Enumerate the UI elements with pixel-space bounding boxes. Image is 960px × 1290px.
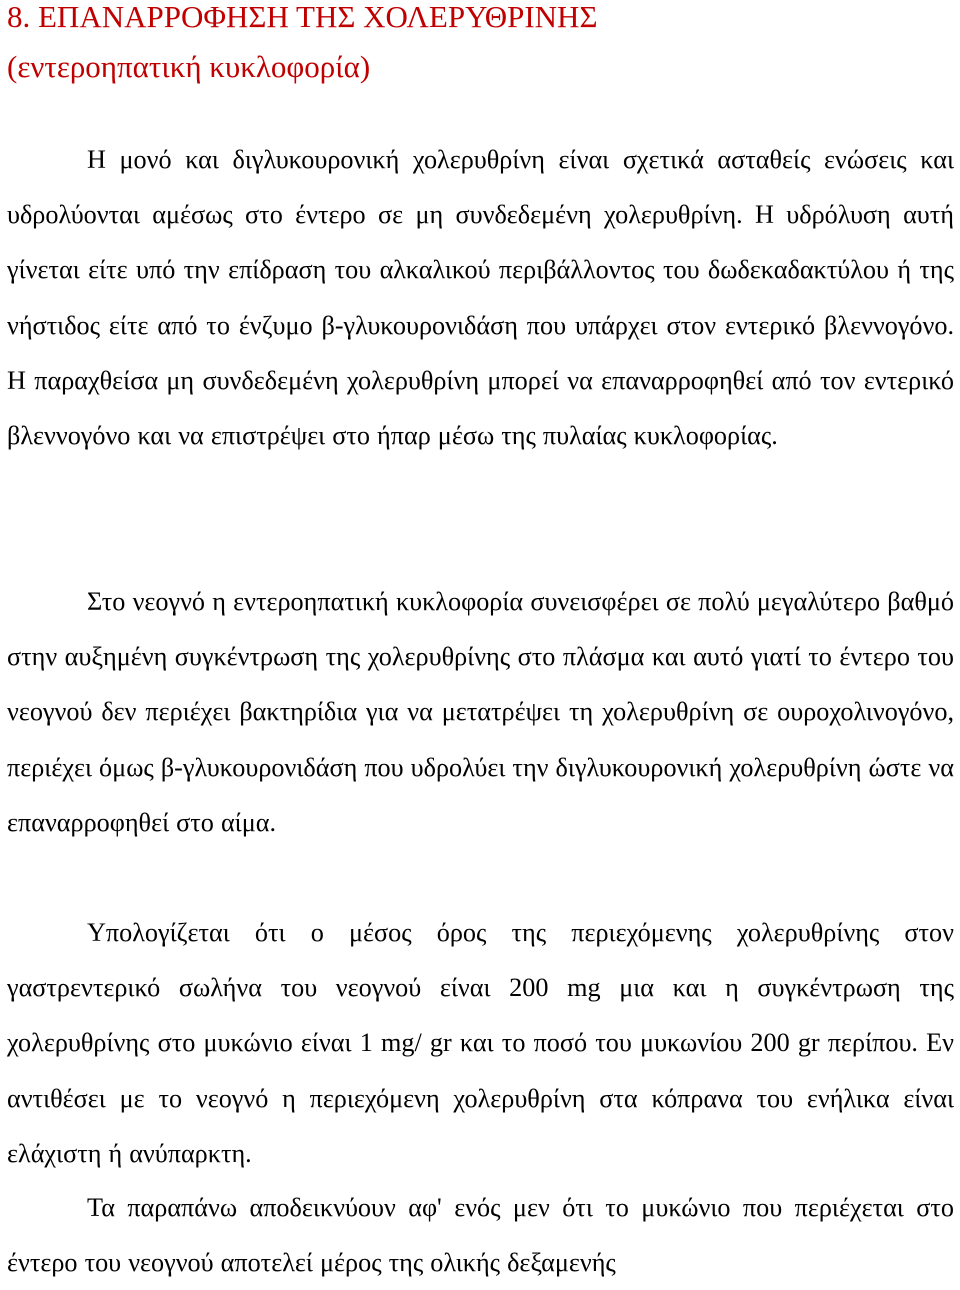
paragraph-conclusion: Τα παραπάνω αποδεικνύουν αφ' ενός μεν ότι το μυκώνιο που περιέχεται στο έντερο του νεογνού αποτελεί μέρος της ολικής δεξαμενής — [7, 1193, 954, 1278]
section-subheading: (εντεροηπατική κυκλοφορία) — [7, 49, 371, 84]
paragraph-hydrolysis: Η μονό και διγλυκουρονική χολερυθρίνη είναι σχετικά ασταθείς ενώσεις και υδρολύονται αμέσως στο έντερο σε μη συνδεδεμένη χολερυθρίνη. Η υδρόλυση αυτή γίνεται είτε υπό την επίδραση του αλκαλικού περιβάλλοντος του δωδεκαδακτύλου ή της νήστιδος είτε από το ένζυμο β-γλυκουρονιδάση που υπάρχει στον εντερικό βλεννογόνο. Η παραχθείσα μη συνδεδεμένη χολερυθρίνη μπορεί να επαναρροφηθεί από τον εντερικό βλεννογόνο και να επιστρέψει στο ήπαρ μέσω της πυλαίας κυκλοφορίας. — [7, 145, 954, 451]
paragraph-estimation: Υπολογίζεται ότι ο μέσος όρος της περιεχόμενης χολερυθρίνης στον γαστρεντερικό σωλήνα του νεογνού είναι 200 mg μια και η συγκέντρωση της χολερυθρίνης στο μυκώνιο είναι 1 mg/ gr και το ποσό του μυκωνίου 200 gr περίπου. Εν αντιθέσει με το νεογνό η περιεχόμενη χολερυθρίνη στα κόπρανα του ενήλικα είναι ελάχιστη ή ανύπαρκτη. — [7, 918, 954, 1168]
paragraph-neonate-circulation: Στο νεογνό η εντεροηπατική κυκλοφορία συνεισφέρει σε πολύ μεγαλύτερο βαθμό στην αυξημένη συγκέντρωση της χολερυθρίνης στο πλάσμα και αυτό γιατί το έντερο του νεογνού δεν περιέχει βακτηρίδια για να μετατρέψει τη χολερυθρίνη σε ουροχολινογόνο, περιέχει όμως β-γλυκουρονιδάση που υδρολύει την διγλυκουρονική χολερυθρίνη ώστε να επαναρροφηθεί στο αίμα. — [7, 587, 954, 837]
section-heading: 8. ΕΠΑΝΑΡΡΟΦΗΣΗ ΤΗΣ ΧΟΛΕΡΥΘΡΙΝΗΣ — [7, 0, 598, 34]
